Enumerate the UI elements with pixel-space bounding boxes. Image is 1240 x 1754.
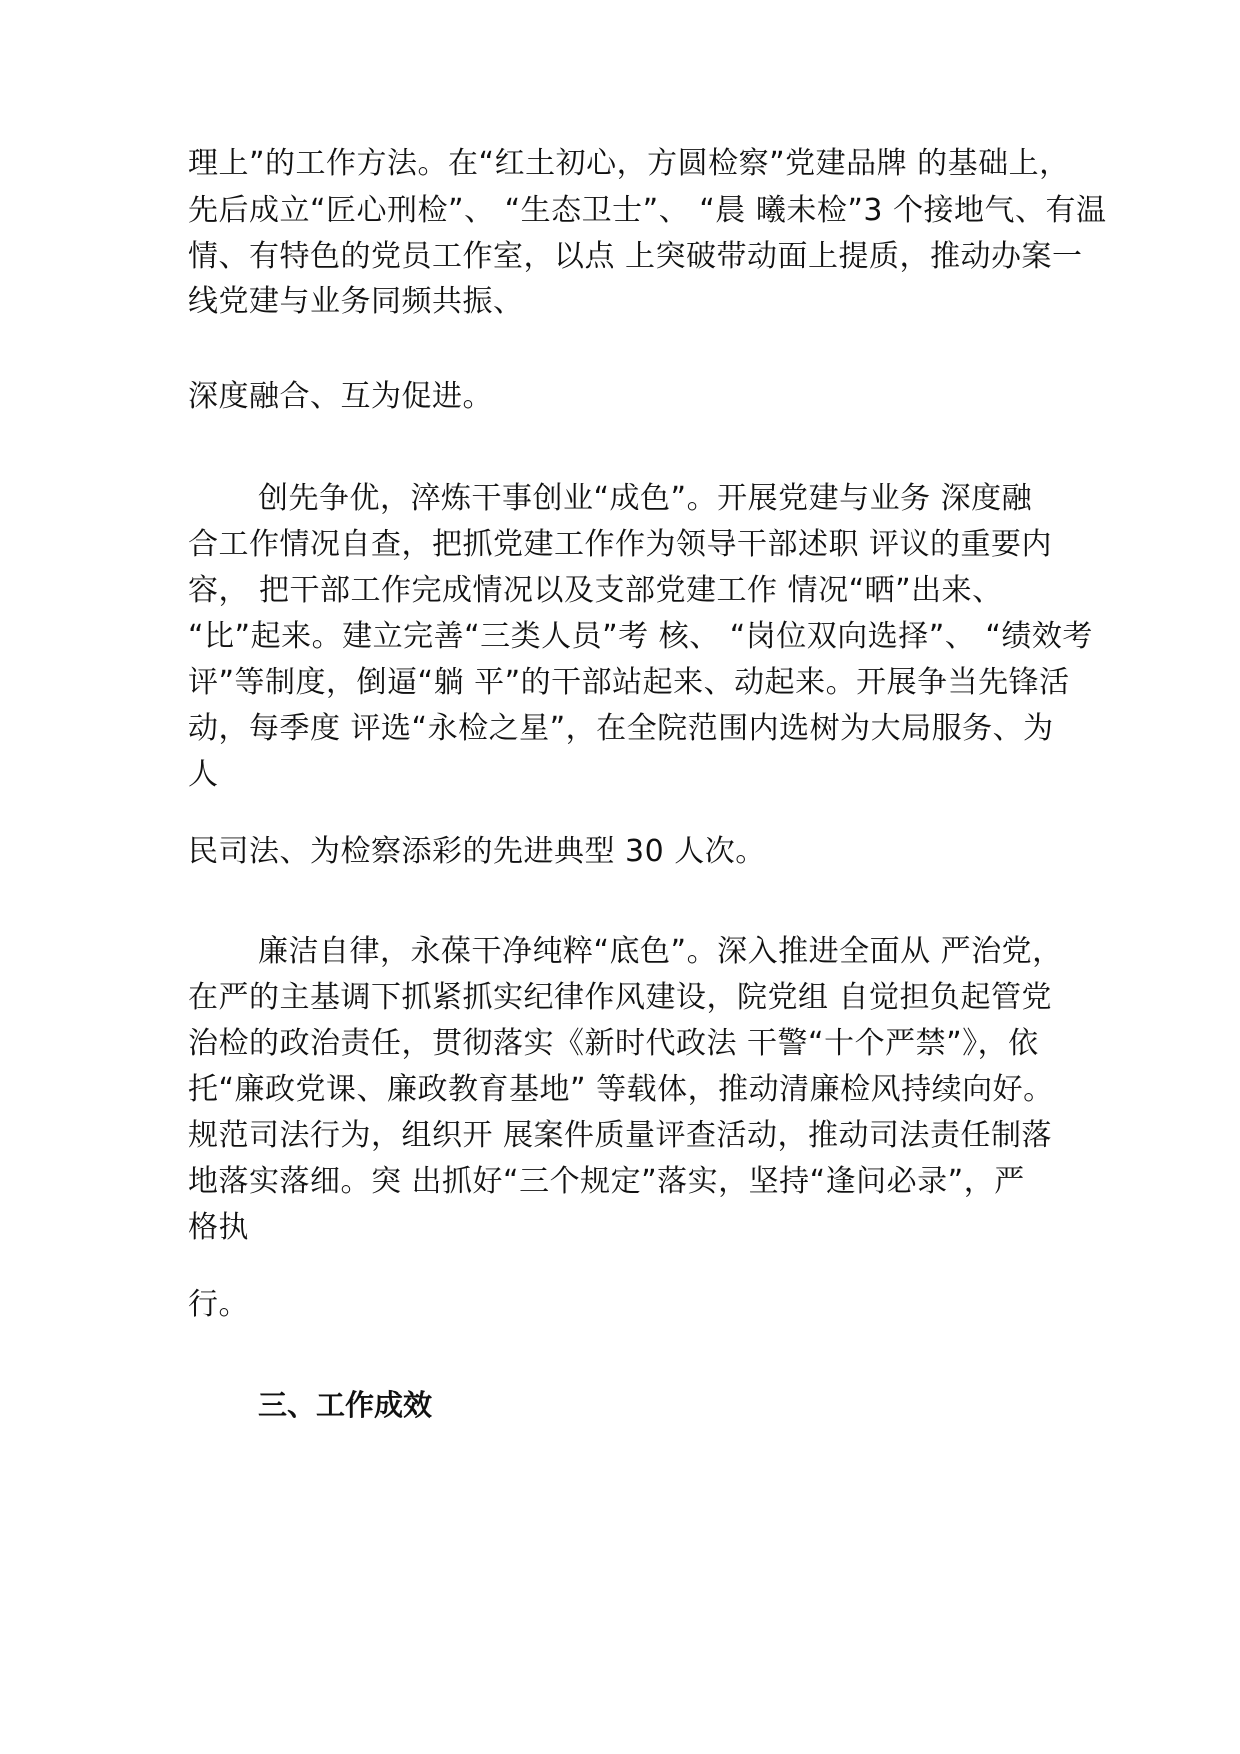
paragraph-3-line-4: 托“廉政党课、廉政教育基地” 等载体，推动清廉检风持续向好。 (188, 1072, 1054, 1107)
paragraph-1-line-3: 情、有特色的党员工作室，以点 上突破带动面上提质，推动办案一 (188, 239, 1083, 274)
paragraph-3-line-2: 在严的主基调下抓紧抓实纪律作风建设，院党组 自觉担负起管党 (188, 980, 1053, 1015)
paragraph-1-line-1: 理上”的工作方法。在“红土初心，方圆检察”党建品牌 的基础上， (188, 146, 1070, 181)
paragraph-2-line-3: 容， 把干部工作完成情况以及支部党建工作 情况“晒”出来、 (188, 573, 1003, 608)
paragraph-2-line-1: 创先争优，淬炼干事创业“成色”。开展党建与业务 深度融 (258, 481, 1033, 516)
paragraph-3-line-5: 规范司法行为，组织开 展案件质量评查活动，推动司法责任制落 (188, 1118, 1053, 1153)
paragraph-1-line-4: 线党建与业务同频共振、 (188, 284, 524, 319)
paragraph-2-line-2: 合工作情况自查，把抓党建工作作为领导干部述职 评议的重要内 (188, 527, 1053, 562)
paragraph-1-line-5: 深度融合、互为促进。 (188, 379, 493, 414)
section-heading: 三、工作成效 (258, 1388, 433, 1422)
paragraph-2-line-5: 评”等制度，倒逼“躺 平”的干部站起来、动起来。开展争当先锋活 (188, 665, 1070, 700)
paragraph-2-line-6: 动，每季度 评选“永检之星”，在全院范围内选树为大局服务、为 (188, 711, 1054, 746)
paragraph-2-line-7: 人 (188, 757, 219, 792)
paragraph-3-line-6: 地落实落细。突 出抓好“三个规定”落实，坚持“逢问必录”，严 (188, 1164, 1025, 1199)
paragraph-1-line-2: 先后成立“匠心刑检”、 “生态卫士”、 “晨 曦未检”3 个接地气、有温 (188, 193, 1107, 228)
paragraph-3-line-1: 廉洁自律，永葆干净纯粹“底色”。深入推进全面从 严治党， (258, 934, 1063, 969)
paragraph-2-line-8: 民司法、为检察添彩的先进典型 30 人次。 (188, 834, 766, 869)
paragraph-3-line-7: 格执 (188, 1210, 249, 1245)
paragraph-3-line-3: 治检的政治责任，贯彻落实《新时代政法 干警“十个严禁”》，依 (188, 1026, 1039, 1061)
paragraph-2-line-4: “比”起来。建立完善“三类人员”考 核、 “岗位双向选择”、 “绩效考 (188, 619, 1093, 654)
paragraph-3-line-8: 行。 (188, 1287, 249, 1322)
